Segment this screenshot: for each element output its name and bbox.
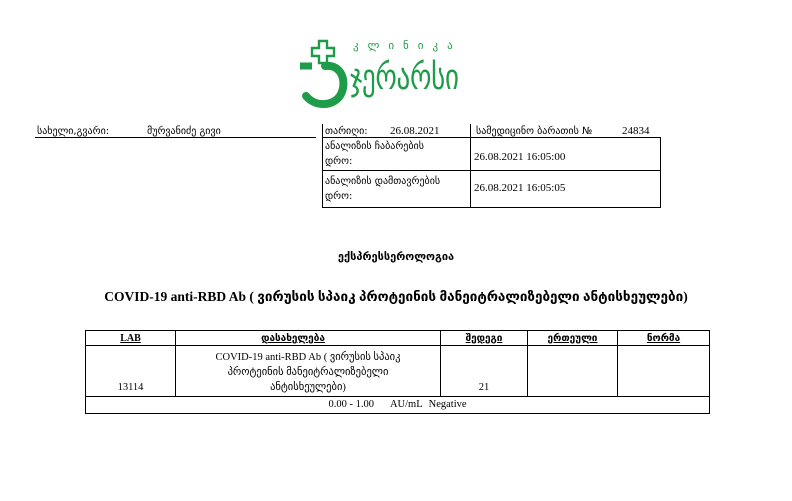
medical-cross-icon xyxy=(298,38,348,110)
column-header-unit xyxy=(528,331,618,346)
cell-lab: 13114 xyxy=(86,346,176,397)
logo-name: ჯერარსი xyxy=(350,57,459,98)
table-header-row xyxy=(86,331,710,346)
column-header-label: შედეგი xyxy=(465,332,503,344)
received-time-label: დრო: xyxy=(325,156,353,167)
cell-norm xyxy=(618,346,710,397)
table-row xyxy=(86,346,710,397)
clinic-logo xyxy=(298,38,484,112)
patient-name-label: სახელი,გვარი: xyxy=(37,126,110,137)
date-value: 26.08.2021 xyxy=(390,125,440,137)
column-header-result xyxy=(441,331,528,346)
date-label: თარიღი: xyxy=(325,126,368,137)
test-name-line: პროტეინის მანეიტრალიზებელი xyxy=(227,367,389,378)
reference-row xyxy=(86,397,710,414)
test-name-line: ანტისხეულები) xyxy=(270,382,346,393)
column-header-lab xyxy=(86,331,176,346)
reference-range: 0.00 - 1.00 xyxy=(328,399,374,410)
results-table xyxy=(85,330,710,414)
column-header-label: ერთეული xyxy=(547,332,598,344)
info-box-bottom-border xyxy=(322,207,661,208)
completed-time-label: ანალიზის დამთავრების xyxy=(325,176,441,187)
completed-time-value: 26.08.2021 16:05:05 xyxy=(474,182,566,194)
section-title: ექსპრესსეროლოგია xyxy=(337,250,455,263)
reference-interpretation: Negative xyxy=(428,399,467,410)
column-header-label: LAB xyxy=(120,332,141,344)
patient-name-underline xyxy=(35,137,316,138)
cell-unit xyxy=(528,346,618,397)
info-box-right-border xyxy=(660,137,661,208)
test-name-line: COVID-19 anti-RBD Ab ( ვირუსის სპაიკ xyxy=(215,352,401,363)
cell-test-name xyxy=(176,346,441,397)
medical-card-label: სამედიცინო ბარათის № xyxy=(476,126,593,137)
cell-result: 21 xyxy=(441,346,528,397)
column-header-label: დასახელება xyxy=(261,332,325,344)
column-header-label: ნორმა xyxy=(646,332,681,344)
info-box-row-divider xyxy=(322,170,661,171)
patient-name-value: მურვანიძე გივი xyxy=(147,126,221,137)
test-title: COVID-19 anti-RBD Ab ( ვირუსის სპაიკ პროტეინის მანეიტრალიზებელი ანტისხეულები) xyxy=(104,289,688,304)
received-time-label: ანალიზის ჩაბარების xyxy=(325,141,424,152)
logo-subtitle: კლინიკა xyxy=(353,39,462,52)
medical-card-number: 24834 xyxy=(622,125,650,137)
received-time-value: 26.08.2021 16:05:00 xyxy=(474,151,566,163)
column-header-name xyxy=(176,331,441,346)
reference-unit: AU/mL xyxy=(389,399,423,410)
reference-cell xyxy=(86,397,710,414)
column-header-norm xyxy=(618,331,710,346)
completed-time-label: დრო: xyxy=(325,191,353,202)
